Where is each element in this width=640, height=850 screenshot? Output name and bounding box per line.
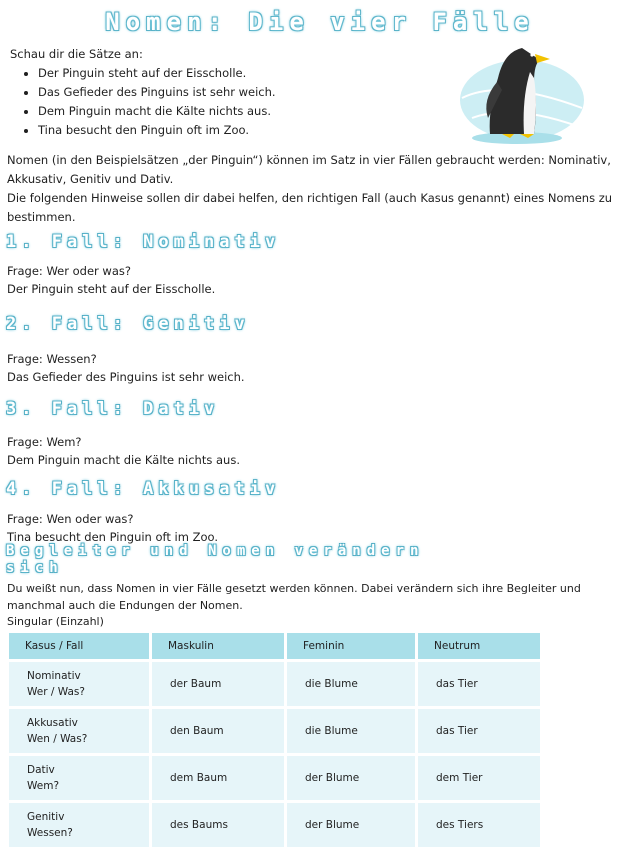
paragraph-1: Nomen (in den Beispielsätzen „der Pinguin“) können im Satz in vier Fällen gebraucht werden: Nominativ, Akkusativ, Genitiv und Dativ. (7, 153, 611, 186)
table-row (9, 756, 540, 800)
intro-text: Schau dir die Sätze an: (10, 47, 143, 61)
table-header-row (9, 633, 540, 659)
table-cell: dem Tier (418, 756, 540, 800)
table-row (9, 709, 540, 753)
case-heading: 1. Fall: Nominativ (6, 232, 281, 252)
table-cell: des Baums (152, 803, 284, 847)
case-question: Wem? (27, 780, 60, 792)
list-item: • Dem Pinguin macht die Kälte nichts aus. (38, 102, 276, 121)
table-cell (9, 709, 149, 753)
case-question: Frage: Wer oder was? (7, 264, 131, 278)
section-text: Du weißt nun, dass Nomen in vier Fälle gesetzt werden können. Dabei verändern sich ihre Begleiter und manchmal auch die Endungen der Nomen. (7, 582, 581, 612)
section-heading-line: Begleiter und Nomen verändern (6, 543, 425, 559)
case-name: Dativ (27, 764, 55, 776)
table-cell: der Blume (287, 756, 415, 800)
case-name: Akkusativ (27, 717, 78, 729)
table-cell: der Baum (152, 662, 284, 706)
column-header: Neutrum (418, 633, 540, 659)
column-header: Maskulin (152, 633, 284, 659)
case-question: Wessen? (27, 827, 73, 839)
table-cell: das Tier (418, 662, 540, 706)
case-name: Nominativ (27, 670, 81, 682)
table-cell: die Blume (287, 709, 415, 753)
list-item: • Der Pinguin steht auf der Eisscholle. (38, 64, 276, 83)
case-question: Frage: Wen oder was? (7, 512, 134, 526)
declension-table (6, 630, 543, 850)
case-question: Wer / Was? (27, 686, 85, 698)
table-cell: des Tiers (418, 803, 540, 847)
table-cell: das Tier (418, 709, 540, 753)
case-example: Tina besucht den Pinguin oft im Zoo. (7, 530, 219, 544)
column-header: Kasus / Fall (9, 633, 149, 659)
table-cell: dem Baum (152, 756, 284, 800)
case-question: Wen / Was? (27, 733, 88, 745)
penguin-illustration (442, 38, 592, 148)
case-example: Das Gefieder des Pinguins ist sehr weich. (7, 370, 245, 384)
case-heading: 4. Fall: Akkusativ (6, 479, 281, 499)
table-row (9, 662, 540, 706)
case-example: Dem Pinguin macht die Kälte nichts aus. (7, 453, 240, 467)
table-cell: die Blume (287, 662, 415, 706)
page-title: Nomen: Die vier Fälle (105, 8, 535, 36)
table-cell (9, 803, 149, 847)
table-subtitle: Singular (Einzahl) (7, 615, 104, 628)
table-row (9, 803, 540, 847)
case-heading: 3. Fall: Dativ (6, 399, 220, 419)
table-cell (9, 662, 149, 706)
section-heading (6, 543, 424, 577)
case-heading: 2. Fall: Genitiv (6, 314, 250, 334)
case-question: Frage: Wem? (7, 435, 82, 449)
column-header: Feminin (287, 633, 415, 659)
case-example: Der Pinguin steht auf der Eisscholle. (7, 282, 216, 296)
case-question: Frage: Wessen? (7, 352, 97, 366)
list-item: • Tina besucht den Pinguin oft im Zoo. (38, 121, 276, 140)
table-cell: den Baum (152, 709, 284, 753)
list-item: • Das Gefieder des Pinguins ist sehr weich. (38, 83, 276, 102)
table-cell (9, 756, 149, 800)
table-cell: der Blume (287, 803, 415, 847)
paragraph-2: Die folgenden Hinweise sollen dir dabei helfen, den richtigen Fall (auch Kasus genannt) eines Nomens zu bestimmen. (7, 191, 613, 224)
example-list (22, 64, 276, 140)
case-name: Genitiv (27, 811, 65, 823)
section-heading-line: sich (6, 560, 64, 576)
